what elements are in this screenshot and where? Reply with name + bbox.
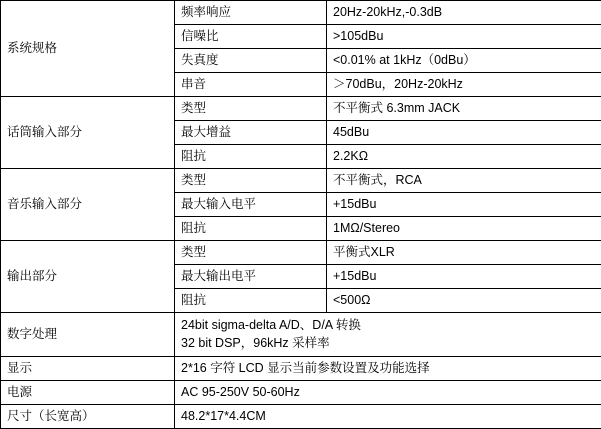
param-label: 串音 xyxy=(175,73,327,97)
row-value-digital-processing xyxy=(175,313,601,357)
param-label: 类型 xyxy=(175,169,327,193)
param-label: 信噪比 xyxy=(175,25,327,49)
param-value: <500Ω xyxy=(327,289,601,313)
param-label: 阻抗 xyxy=(175,289,327,313)
param-label: 阻抗 xyxy=(175,145,327,169)
param-value: ＞70dBu，20Hz-20kHz xyxy=(327,73,601,97)
param-label: 最大输出电平 xyxy=(175,265,327,289)
param-value: >105dBu xyxy=(327,25,601,49)
value-line: 24bit sigma-delta A/D、D/A 转换 xyxy=(181,317,601,335)
group-label-system: 系统规格 xyxy=(1,1,175,97)
param-value: 20Hz-20kHz,-0.3dB xyxy=(327,1,601,25)
row-label-digital-processing: 数字处理 xyxy=(1,313,175,357)
param-value: 1MΩ/Stereo xyxy=(327,217,601,241)
param-value: 45dBu xyxy=(327,121,601,145)
param-value: 2.2KΩ xyxy=(327,145,601,169)
row-label-power: 电源 xyxy=(1,381,175,405)
param-label: 频率响应 xyxy=(175,1,327,25)
row-label-dimensions: 尺寸（长宽高） xyxy=(1,405,175,429)
table-row xyxy=(1,381,601,405)
param-value: 不平衡式 6.3mm JACK xyxy=(327,97,601,121)
param-value: +15dBu xyxy=(327,265,601,289)
group-label-output: 输出部分 xyxy=(1,241,175,313)
param-value: <0.01% at 1kHz（0dBu） xyxy=(327,49,601,73)
group-label-mic-input: 话筒输入部分 xyxy=(1,97,175,169)
table-row xyxy=(1,357,601,381)
table-row xyxy=(1,405,601,429)
param-label: 最大输入电平 xyxy=(175,193,327,217)
param-label: 失真度 xyxy=(175,49,327,73)
param-value: 平衡式XLR xyxy=(327,241,601,265)
group-label-music-input: 音乐输入部分 xyxy=(1,169,175,241)
table-row xyxy=(1,313,601,357)
param-label: 类型 xyxy=(175,97,327,121)
value-line: 32 bit DSP，96kHz 采样率 xyxy=(181,335,601,353)
table-row xyxy=(1,241,601,265)
param-value: +15dBu xyxy=(327,193,601,217)
param-label: 类型 xyxy=(175,241,327,265)
table-row xyxy=(1,1,601,25)
specification-table-body xyxy=(1,1,601,429)
table-row xyxy=(1,97,601,121)
row-label-display: 显示 xyxy=(1,357,175,381)
row-value-power: AC 95-250V 50-60Hz xyxy=(175,381,601,405)
row-value-display: 2*16 字符 LCD 显示当前参数设置及功能选择 xyxy=(175,357,601,381)
row-value-dimensions: 48.2*17*4.4CM xyxy=(175,405,601,429)
param-value: 不平衡式，RCA xyxy=(327,169,601,193)
param-label: 最大增益 xyxy=(175,121,327,145)
param-label: 阻抗 xyxy=(175,217,327,241)
table-row xyxy=(1,169,601,193)
